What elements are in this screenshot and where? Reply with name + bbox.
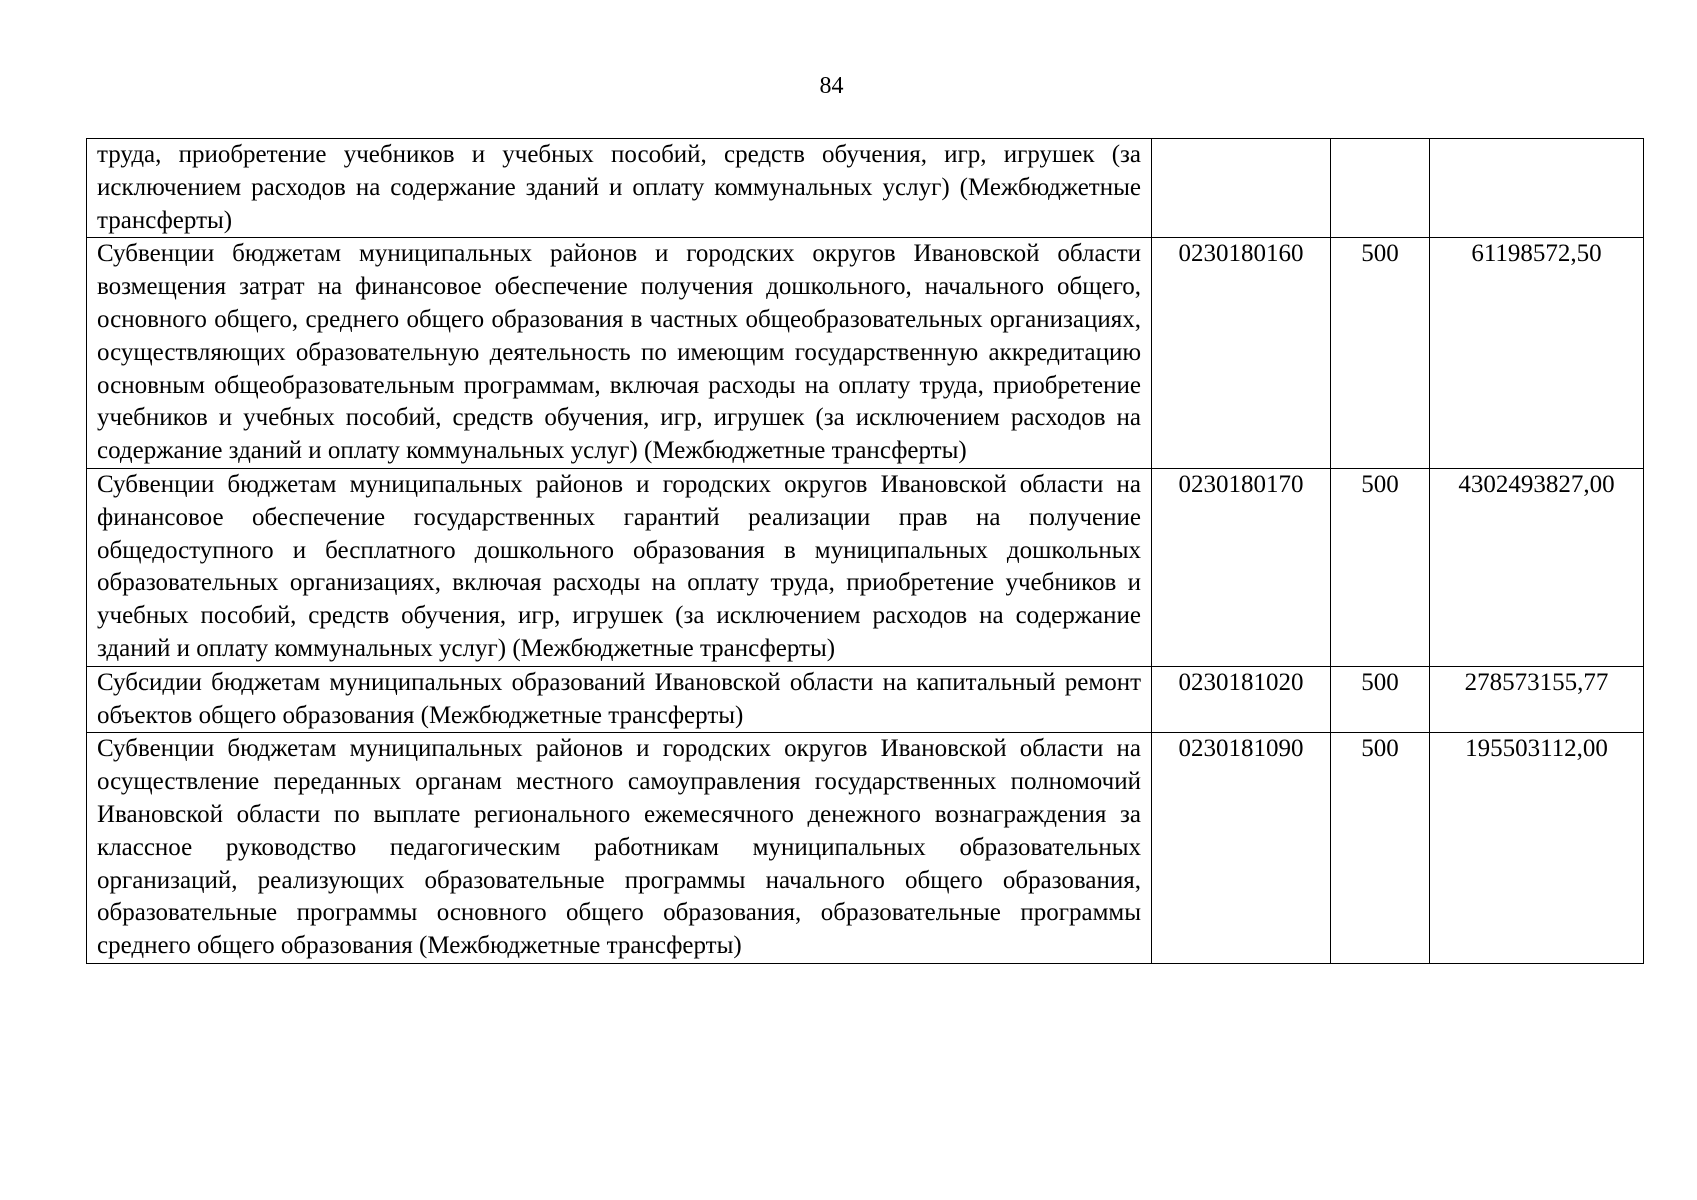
row-expense-type: 500	[1331, 733, 1430, 964]
row-amount: 278573155,77	[1430, 666, 1644, 733]
table-row	[87, 733, 1644, 964]
row-target-code: 0230181090	[1152, 733, 1331, 964]
table-row	[87, 468, 1644, 666]
page-number: 84	[819, 73, 844, 99]
row-expense-type: 500	[1331, 666, 1430, 733]
row-description: труда, приобретение учебников и учебных пособий, средств обучения, игр, игрушек (за исключением расходов на содержание зданий и оплату коммунальных услуг) (Межбюджетные трансферты)	[87, 139, 1152, 238]
row-expense-type	[1331, 139, 1430, 238]
row-target-code: 0230180160	[1152, 238, 1331, 469]
table-row	[87, 238, 1644, 469]
row-description: Субвенции бюджетам муниципальных районов и городских округов Ивановской области на финансовое обеспечение государственных гарантий реализации прав на получение общедоступного и бесплатного дошкольного образования в муниципальных дошкольных образовательных организациях, включая расходы на оплату труда, приобретение учебников и учебных пособий, средств обучения, игр, игрушек (за исключением расходов на содержание зданий и оплату коммунальных услуг) (Межбюджетные трансферты)	[87, 468, 1152, 666]
row-amount: 195503112,00	[1430, 733, 1644, 964]
row-amount: 61198572,50	[1430, 238, 1644, 469]
row-expense-type: 500	[1331, 238, 1430, 469]
row-description: Субвенции бюджетам муниципальных районов и городских округов Ивановской области на осуществление переданных органам местного самоуправления государственных полномочий Ивановской области по выплате регионального ежемесячного денежного вознаграждения за классное руководство педагогическим работникам муниципальных образовательных организаций, реализующих образовательные программы начального общего образования, образовательные программы основного общего образования, образовательные программы среднего общего образования (Межбюджетные трансферты)	[87, 733, 1152, 964]
table-row	[87, 139, 1644, 238]
row-target-code	[1152, 139, 1331, 238]
row-expense-type: 500	[1331, 468, 1430, 666]
row-amount: 4302493827,00	[1430, 468, 1644, 666]
row-target-code: 0230181020	[1152, 666, 1331, 733]
row-target-code: 0230180170	[1152, 468, 1331, 666]
table-row	[87, 666, 1644, 733]
budget-table	[86, 138, 1644, 964]
row-description: Субсидии бюджетам муниципальных образований Ивановской области на капитальный ремонт объектов общего образования (Межбюджетные трансферты)	[87, 666, 1152, 733]
row-description: Субвенции бюджетам муниципальных районов и городских округов Ивановской области возмещения затрат на финансовое обеспечение получения дошкольного, начального общего, основного общего, среднего общего образования в частных общеобразовательных организациях, осуществляющих образовательную деятельность по имеющим государственную аккредитацию основным общеобразовательным программам, включая расходы на оплату труда, приобретение учебников и учебных пособий, средств обучения, игр, игрушек (за исключением расходов на содержание зданий и оплату коммунальных услуг) (Межбюджетные трансферты)	[87, 238, 1152, 469]
row-amount	[1430, 139, 1644, 238]
